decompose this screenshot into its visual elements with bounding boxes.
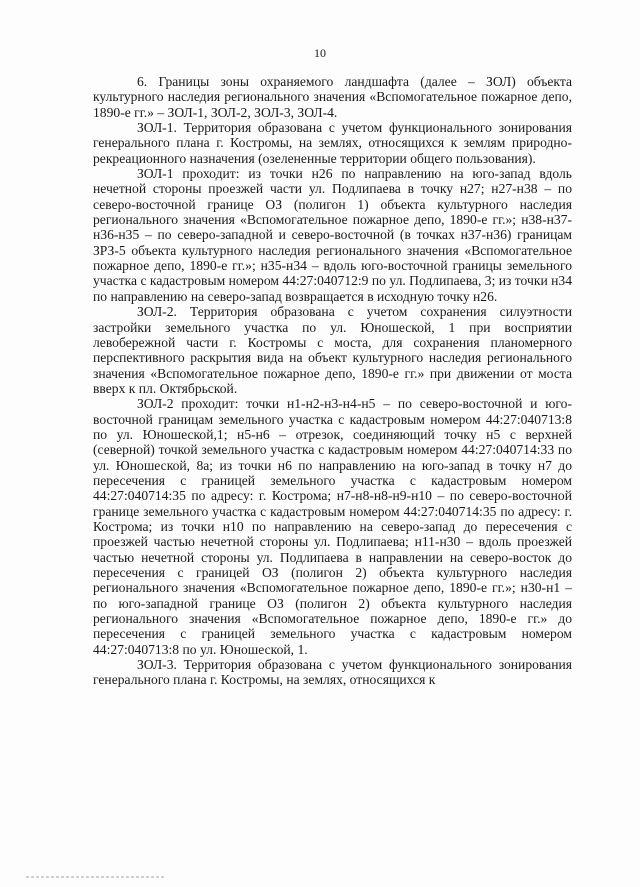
paragraph-zol3-territory: ЗОЛ-3. Территория образована с учетом функционального зонирования генерального плана г. Костромы, на землях, относящихся к <box>93 657 572 688</box>
paragraph-zol1-territory: ЗОЛ-1. Территория образована с учетом функционального зонирования генерального плана г. Костромы, на землях, относящихся к землям природно-рекреационного назначения (озелененные территории общего пользования). <box>93 120 572 166</box>
paragraph-zol-boundaries: 6. Границы зоны охраняемого ландшафта (далее – ЗОЛ) объекта культурного наследия регионального значения «Вспомогательное пожарное депо, 1890-е гг.» – ЗОЛ-1, ЗОЛ-2, ЗОЛ-3, ЗОЛ-4. <box>93 74 572 120</box>
document-body <box>93 74 572 688</box>
scan-edge-mark <box>26 876 166 878</box>
page-number: 10 <box>314 46 326 60</box>
paragraph-zol2-route: ЗОЛ-2 проходит: точки н1-н2-н3-н4-н5 – по северо-восточной и юго-восточной границам земельного участка с кадастровым номером 44:27:040713:8 по ул. Юношеской,1; н5-н6 – отрезок, соединяющий точку н5 с верхней (северной) точкой земельного участка с кадастровым номером 44:27:040714:33 по ул. Юношеской, 8а; из точки н6 по направлению на юго-запад в точку н7 до пересечения с границей земельного участка с кадастровым номером 44:27:040714:35 по адресу: г. Кострома; н7-н8-н8-н9-н10 – по северо-восточной границе земельного участка с кадастровым номером 44:27:040714:35 по адресу: г. Кострома; из точки н10 по направлению на северо-запад до пересечения с проезжей частью нечетной стороны ул. Подлипаева; н11-н30 – вдоль проезжей частью нечетной стороны ул. Подлипаева в направлении на северо-восток до пересечения с границей ОЗ (полигон 2) объекта культурного наследия регионального значения «Вспомогательное пожарное депо, 1890-е гг.»; н30-н1 – по юго-западной границе ОЗ (полигон 2) объекта культурного наследия регионального значения «Вспомогательное пожарное депо, 1890-е гг.» до пересечения с границей земельного участка с кадастровым номером 44:27:040713:8 по ул. Юношеской, 1. <box>93 396 572 657</box>
paragraph-zol2-territory: ЗОЛ-2. Территория образована с учетом сохранения силуэтности застройки земельного участка по ул. Юношеской, 1 при восприятии левобережной части г. Костромы с моста, для сохранения планомерного перспективного раскрытия вида на объект культурного наследия регионального значения «Вспомогательное пожарное депо, 1890-е гг.» при движении от моста вверх к пл. Октябрьской. <box>93 304 572 396</box>
paragraph-zol1-route: ЗОЛ-1 проходит: из точки н26 по направлению на юго-запад вдоль нечетной стороны проезжей части ул. Подлипаева в точку н27; н27-н38 – по северо-восточной границе ОЗ (полигон 1) объекта культурного наследия регионального значения «Вспомогательное пожарное депо, 1890-е гг.»; н38-н37-н36-н35 – по северо-западной и северо-восточной (в точках н37-н36) границам ЗРЗ-5 объекта культурного наследия регионального значения «Вспомогательное пожарное депо, 1890-е гг.»; н35-н34 – вдоль юго-восточной границы земельного участка с кадастровым номером 44:27:040712:9 по ул. Подлипаева, 3; из точки н34 по направлению на северо-запад возвращается в исходную точку н26. <box>93 166 572 304</box>
